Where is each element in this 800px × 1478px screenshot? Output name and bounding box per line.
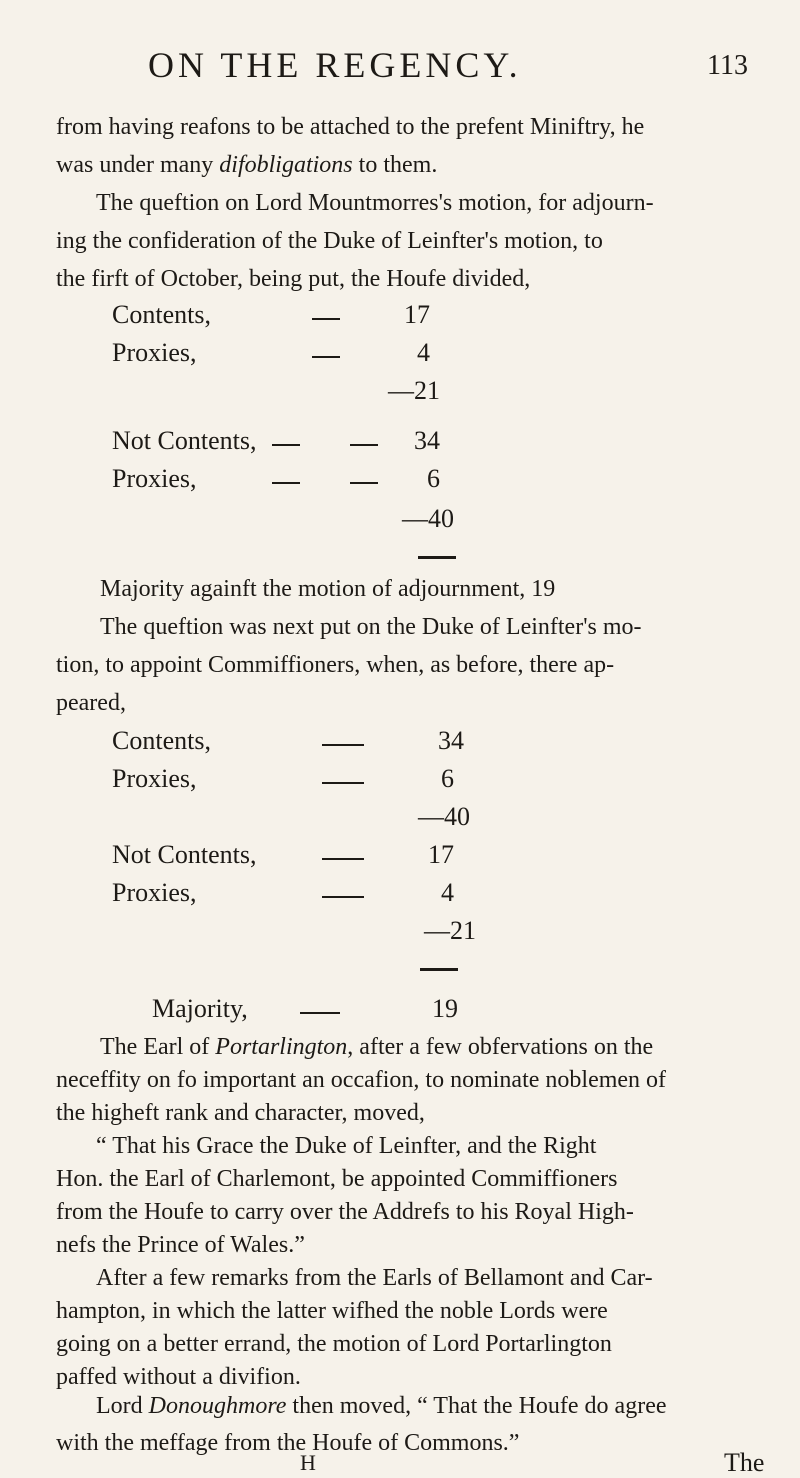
running-head: ON THE REGENCY. xyxy=(148,45,522,85)
text-line: The queftion was next put on the Duke of Leinfter's mo- xyxy=(100,614,642,640)
tally-total: —21 xyxy=(388,376,440,405)
tally-value: 6 xyxy=(441,764,454,793)
tally-total: —21 xyxy=(424,916,476,945)
text-line: tion, to appoint Commiffioners, when, as before, there ap- xyxy=(56,652,615,678)
text-line: neceffity on fo important an occafion, to nominate noblemen of xyxy=(56,1067,667,1093)
tally-value: 4 xyxy=(441,878,454,907)
tally-label: Not Contents, xyxy=(112,840,257,869)
tally-value: 4 xyxy=(417,338,430,367)
text-line: The Earl of Portarlington, after a few obfervations on the xyxy=(100,1034,654,1060)
tally-label: Not Contents, xyxy=(112,426,257,455)
page-number: 113 xyxy=(707,50,748,81)
tally-value: 17 xyxy=(404,300,430,329)
quote-line: Hon. the Earl of Charlemont, be appointed Commiffioners xyxy=(56,1166,618,1192)
page-header xyxy=(148,44,748,88)
tally-label: Proxies, xyxy=(112,764,197,793)
majority-value: 19 xyxy=(432,994,458,1023)
quote-line: nefs the Prince of Wales.” xyxy=(56,1232,305,1258)
quote-line: from the Houfe to carry over the Addrefs to his Royal High- xyxy=(56,1199,634,1225)
majority-line: Majority againft the motion of adjournment, 19 xyxy=(100,576,556,602)
signature-mark: H xyxy=(300,1450,316,1475)
italic-term: Portarlington xyxy=(215,1034,348,1060)
tally-dash xyxy=(272,444,300,446)
tally-dash xyxy=(350,482,378,484)
tally-dash xyxy=(312,318,340,320)
tally-dash xyxy=(272,482,300,484)
tally-dash xyxy=(322,782,364,784)
tally-rule xyxy=(418,556,456,559)
tally-label: Proxies, xyxy=(112,338,197,367)
tally-label: Contents, xyxy=(112,726,211,755)
tally-label: Proxies, xyxy=(112,878,197,907)
majority-label: Majority, xyxy=(152,994,248,1023)
text-line: paffed without a divifion. xyxy=(56,1364,301,1390)
text-line: ing the confideration of the Duke of Leinfter's motion, to xyxy=(56,228,603,254)
italic-term: Donoughmore xyxy=(148,1393,287,1419)
tally-value: 34 xyxy=(414,426,440,455)
tally-dash xyxy=(322,896,364,898)
tally-dash xyxy=(322,744,364,746)
tally-value: 17 xyxy=(428,840,454,869)
tally-dash xyxy=(322,858,364,860)
italic-term: difobligations xyxy=(219,152,353,178)
catchword: The xyxy=(724,1448,765,1477)
text-line: The queftion on Lord Mountmorres's motion, for adjourn- xyxy=(96,190,654,216)
tally-dash xyxy=(312,356,340,358)
tally-dash xyxy=(300,1012,340,1014)
quote-line: “ That his Grace the Duke of Leinfter, and the Right xyxy=(96,1133,597,1159)
text-line: was under many difobligations to them. xyxy=(56,152,438,178)
text-line: Lord Donoughmore then moved, “ That the Houfe do agree xyxy=(96,1393,667,1419)
tally-total: —40 xyxy=(402,504,454,533)
text-line: peared, xyxy=(56,690,126,716)
tally-rule xyxy=(420,968,458,971)
tally-label: Proxies, xyxy=(112,464,197,493)
text-line: going on a better errand, the motion of Lord Portarlington xyxy=(56,1331,612,1357)
text-line: the firft of October, being put, the Houfe divided, xyxy=(56,266,531,292)
text-line: After a few remarks from the Earls of Bellamont and Car- xyxy=(96,1265,653,1291)
tally-total: —40 xyxy=(418,802,470,831)
text-line: hampton, in which the latter wifhed the noble Lords were xyxy=(56,1298,608,1324)
tally-value: 6 xyxy=(427,464,440,493)
tally-value: 34 xyxy=(438,726,464,755)
text-line: the higheft rank and character, moved, xyxy=(56,1100,425,1126)
tally-label: Contents, xyxy=(112,300,211,329)
tally-dash xyxy=(350,444,378,446)
text-line: with the meffage from the Houfe of Commons.” xyxy=(56,1430,520,1456)
text-line: from having reafons to be attached to the prefent Miniftry, he xyxy=(56,114,645,140)
